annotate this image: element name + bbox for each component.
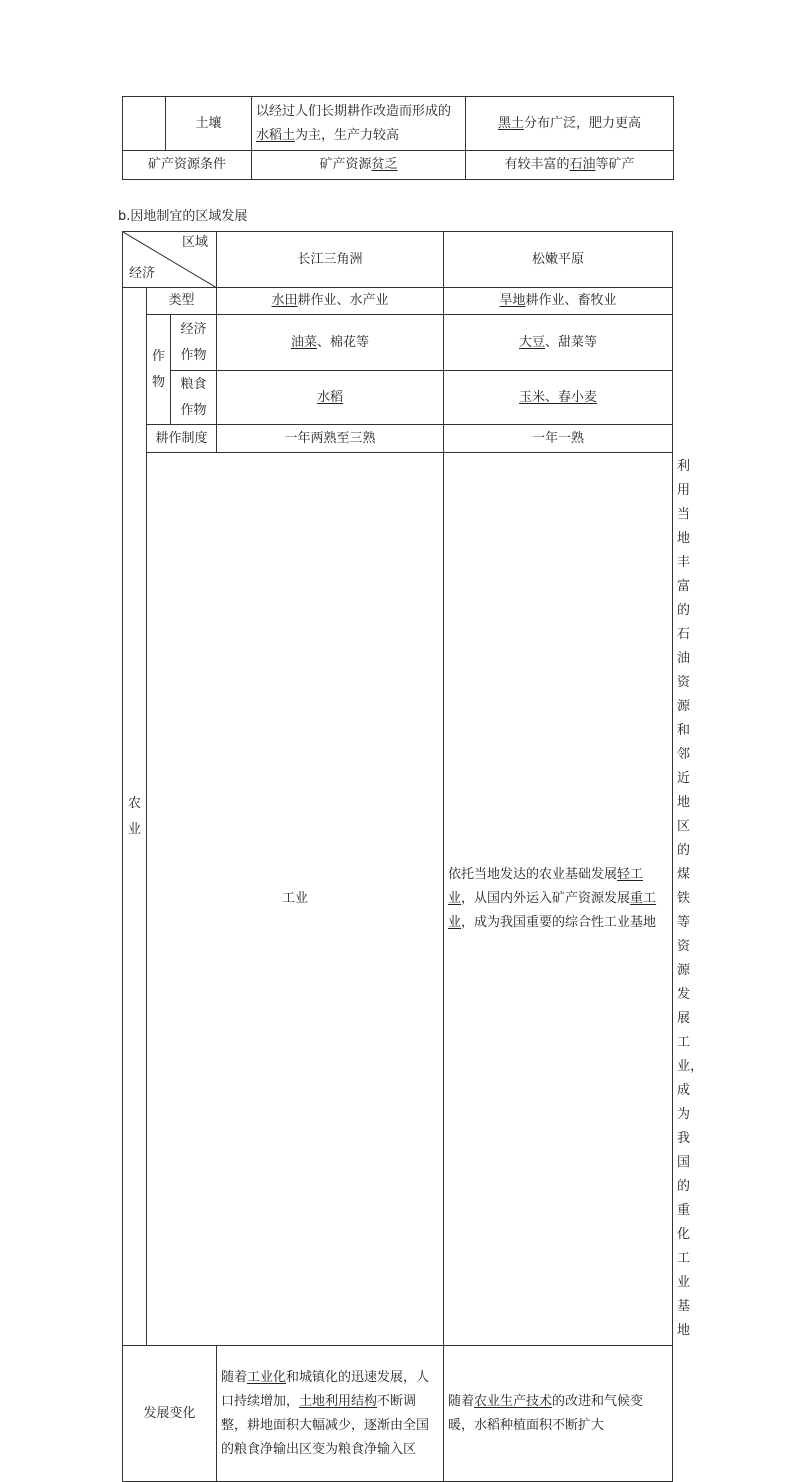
industry-yangtze: 依托当地发达的农业基础发展轻工业，从国内外运入矿产资源发展重工业，成为我国重要的综合性工业基地 bbox=[444, 453, 673, 1346]
grain-crops-songnen: 玉米、春小麦 bbox=[444, 371, 673, 425]
soil-yangtze: 以经过人们长期耕作改造而形成的水稻土为主，生产力较高 bbox=[252, 97, 466, 151]
regional-development-table bbox=[122, 231, 704, 1482]
header-yangtze: 长江三角洲 bbox=[217, 232, 444, 288]
mineral-yangtze: 矿产资源贫乏 bbox=[252, 151, 466, 180]
header-region: 区域 bbox=[182, 235, 209, 250]
header-economy: 经济 bbox=[129, 266, 156, 281]
table-cell bbox=[123, 97, 166, 151]
table-row bbox=[123, 97, 674, 151]
type-label: 类型 bbox=[147, 288, 217, 315]
table-row bbox=[123, 288, 673, 315]
cropping-yangtze: 一年两熟至三熟 bbox=[217, 425, 444, 453]
economic-crops-songnen: 大豆、甜菜等 bbox=[444, 315, 673, 371]
agriculture-label: 农 业 bbox=[123, 288, 147, 1346]
section-title: b.因地制宜的区域发展 bbox=[118, 209, 248, 224]
diagonal-header bbox=[123, 232, 217, 288]
table-row bbox=[123, 232, 673, 288]
grain-crops-label: 粮食 作物 bbox=[171, 371, 217, 425]
industry-label: 工业 bbox=[147, 453, 444, 1346]
table-row bbox=[123, 315, 673, 371]
cropping-label: 耕作制度 bbox=[147, 425, 217, 453]
development-yangtze: 随着工业化和城镇化的迅速发展，人口持续增加，土地利用结构不断调整，耕地面积大幅减少，逐渐由全国的粮食净输出区变为粮食净输入区 bbox=[217, 1346, 444, 1482]
table-row bbox=[123, 151, 674, 180]
table-row bbox=[123, 1346, 673, 1482]
type-yangtze: 水田耕作业、水产业 bbox=[217, 288, 444, 315]
regional-conditions-table bbox=[122, 96, 674, 180]
cropping-songnen: 一年一熟 bbox=[444, 425, 673, 453]
table-row bbox=[123, 371, 673, 425]
type-songnen: 旱地耕作业、畜牧业 bbox=[444, 288, 673, 315]
table-row: 工业 依托当地发达的农业基础发展轻工业，从国内外运入矿产资源发展重工业，成为我国重要的综合性工业基地 利用当地丰富的石油资源和邻近地区的煤铁等资源发展工业，成为我国的重化工业基地 bbox=[123, 453, 673, 1346]
mineral-songnen: 有较丰富的石油等矿产 bbox=[466, 151, 674, 180]
economic-crops-yangtze: 油菜、棉花等 bbox=[217, 315, 444, 371]
economic-crops-label: 经济 作物 bbox=[171, 315, 217, 371]
table-row bbox=[123, 425, 673, 453]
grain-crops-yangtze: 水稻 bbox=[217, 371, 444, 425]
crops-label: 作 物 bbox=[147, 315, 171, 425]
header-songnen: 松嫩平原 bbox=[444, 232, 673, 288]
soil-label: 土壤 bbox=[166, 97, 252, 151]
soil-songnen: 黑土分布广泛，肥力更高 bbox=[466, 97, 674, 151]
development-songnen: 随着农业生产技术的改进和气候变暖，水稻种植面积不断扩大 bbox=[444, 1346, 673, 1482]
development-label: 发展变化 bbox=[123, 1346, 217, 1482]
mineral-label: 矿产资源条件 bbox=[123, 151, 252, 180]
